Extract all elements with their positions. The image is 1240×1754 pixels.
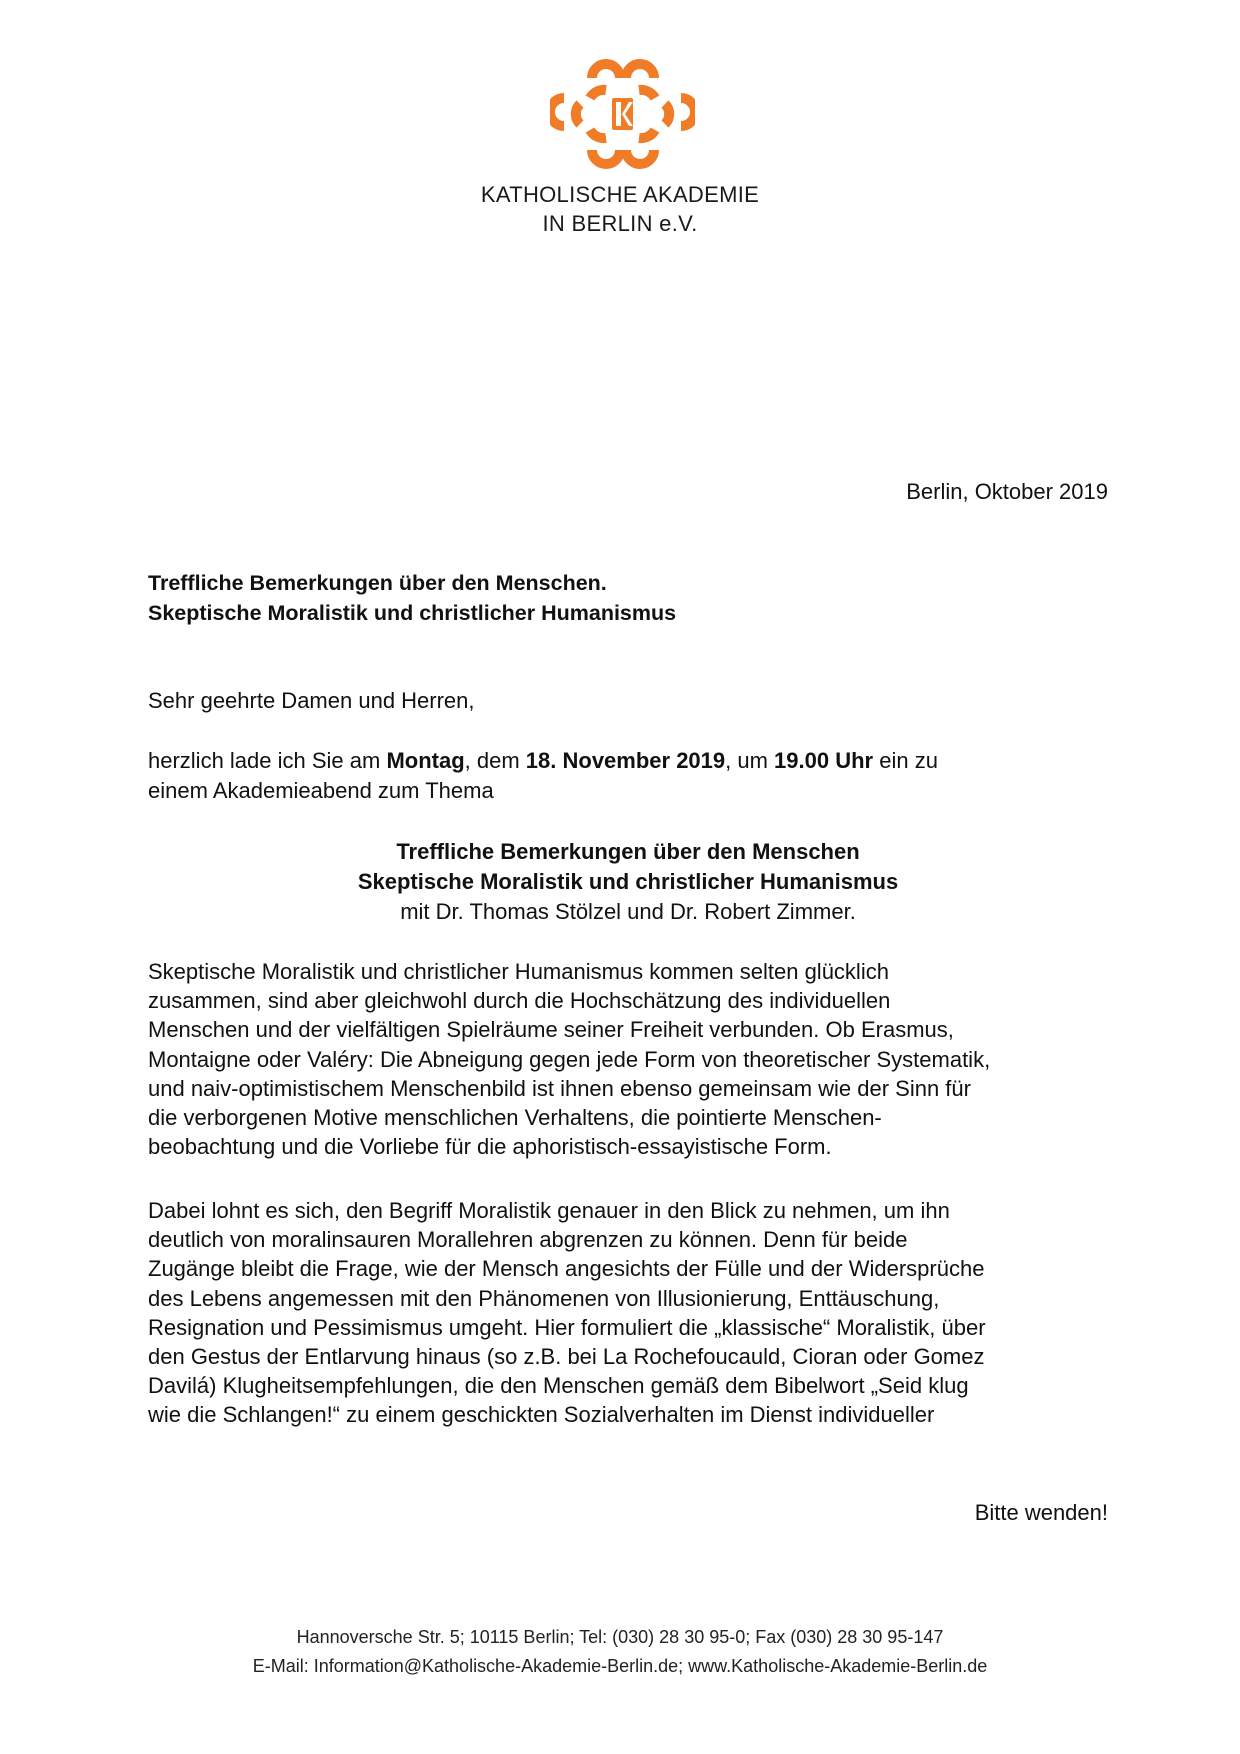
intro-date: 18. November 2019 — [525, 748, 726, 773]
paragraph-line: wie die Schlangen!“ zu einem geschickten Sozialverhalten im Dienst individueller — [148, 1402, 935, 1428]
paragraph-line: Zugänge bleibt die Frage, wie der Mensch angesichts der Fülle und der Widersprüche — [148, 1256, 985, 1282]
paragraph-line: Menschen und der vielfältigen Spielräume seiner Freiheit verbunden. Ob Erasmus, — [148, 1017, 954, 1043]
organization-name-line-1: KATHOLISCHE AKADEMIE — [480, 182, 760, 207]
body-paragraph-1 — [148, 957, 1108, 1161]
event-title-line-2: Skeptische Moralistik und christlicher Humanismus — [357, 869, 899, 894]
event-title-block — [148, 837, 1108, 927]
intro-text: ein zu — [873, 748, 938, 773]
organization-name-line-2: IN BERLIN e.V. — [542, 211, 698, 236]
intro-line-2: einem Akademieabend zum Thema — [148, 777, 494, 803]
paragraph-line: zusammen, sind aber gleichwohl durch die Hochschätzung des individuellen — [148, 988, 891, 1014]
footer-contact — [0, 1623, 1240, 1681]
footer-address: Hannoversche Str. 5; 10115 Berlin; Tel: (030) 28 30 95-0; Fax (030) 28 30 95-147 — [296, 1627, 944, 1647]
intro-text: , um — [725, 748, 775, 773]
paragraph-line: Resignation und Pessimismus umgeht. Hier formuliert die „klassische“ Moralistik, über — [148, 1314, 986, 1340]
subject-line-2: Skeptische Moralistik und christlicher Humanismus — [148, 601, 677, 625]
paragraph-line: des Lebens angemessen mit den Phänomenen von Illusionierung, Enttäuschung, — [148, 1285, 940, 1311]
intro-text: herzlich lade ich Sie am — [148, 748, 387, 773]
paragraph-line: Dabei lohnt es sich, den Begriff Moralistik genauer in den Blick zu nehmen, um ihn — [148, 1198, 950, 1223]
event-title-line-1: Treffliche Bemerkungen über den Menschen — [396, 839, 860, 864]
body-paragraph-2 — [148, 1196, 1108, 1430]
salutation: Sehr geehrte Damen und Herren, — [148, 688, 475, 713]
paragraph-line: deutlich von moralinsauren Morallehren abgrenzen zu können. Denn für beide — [148, 1227, 908, 1253]
paragraph-line: Montaigne oder Valéry: Die Abneigung gegen jede Form von theoretischer Systematik, — [148, 1046, 991, 1072]
event-speakers: mit Dr. Thomas Stölzel und Dr. Robert Zimmer. — [400, 899, 856, 924]
footer-email-web: E-Mail: Information@Katholische-Akademie-Berlin.de; www.Katholische-Akademie-Berlin.de — [252, 1656, 988, 1676]
paragraph-line: Skeptische Moralistik und christlicher Humanismus kommen selten glücklich — [148, 959, 889, 984]
organization-name — [420, 180, 820, 238]
paragraph-line: Davilá) Klugheitsempfehlungen, die den Menschen gemäß dem Bibelwort „Seid klug — [148, 1373, 969, 1399]
paragraph-line: die verborgenen Motive menschlichen Verhaltens, die pointierte Menschen- — [148, 1105, 882, 1131]
turn-page-note: Bitte wenden! — [974, 1500, 1108, 1525]
paragraph-line: und naiv-optimistischem Menschenbild ist ihnen ebenso gemeinsam wie der Sinn für — [148, 1075, 971, 1101]
intro-weekday: Montag — [386, 748, 465, 773]
letter-date: Berlin, Oktober 2019 — [906, 479, 1108, 504]
akademie-emblem-icon — [550, 58, 695, 170]
subject-line-1: Treffliche Bemerkungen über den Menschen. — [148, 571, 607, 595]
paragraph-line: den Gestus der Entlarvung hinaus (so z.B. bei La Rochefoucauld, Cioran oder Gomez — [148, 1344, 985, 1370]
intro-line-1 — [148, 746, 1108, 776]
paragraph-line: beobachtung und die Vorliebe für die aphoristisch-essayistische Form. — [148, 1134, 832, 1160]
intro-time: 19.00 Uhr — [774, 748, 874, 773]
subject-heading — [148, 568, 676, 628]
invitation-intro — [148, 746, 1108, 805]
intro-text: , dem — [464, 748, 526, 773]
